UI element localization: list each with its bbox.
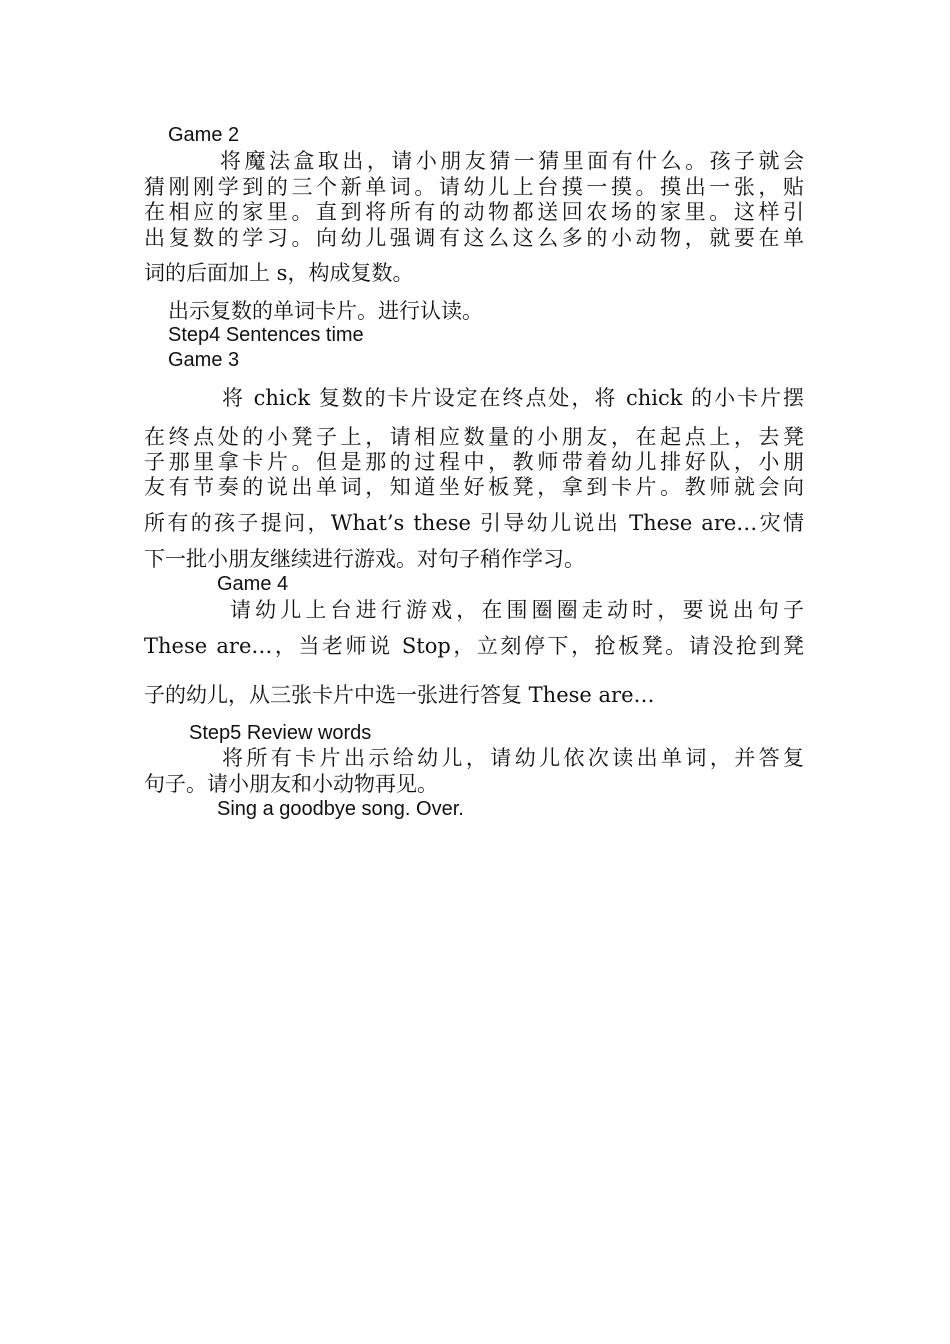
- heading-game-4: Game 4: [217, 573, 289, 595]
- paragraph-line: 在终点处的小凳子上，请相应数量的小朋友，在起点上，去凳: [144, 425, 804, 449]
- paragraph-line: 所有的孩子提问，What’s these 引导幼儿说出 These are…灾情: [144, 511, 804, 535]
- closing-line: Sing a goodbye song. Over.: [217, 798, 464, 820]
- paragraph-line: 词的后面加上 s，构成复数。: [144, 261, 414, 285]
- paragraph-line: 子那里拿卡片。但是那的过程中，教师带着幼儿排好队，小朋: [144, 450, 804, 474]
- heading-step5: Step5 Review words: [189, 722, 372, 744]
- heading-game-3: Game 3: [168, 349, 240, 371]
- paragraph-line: 出示复数的单词卡片。进行认读。: [168, 299, 483, 323]
- paragraph-line: 在相应的家里。直到将所有的动物都送回农场的家里。这样引: [144, 200, 804, 224]
- heading-game-2: Game 2: [168, 124, 240, 146]
- paragraph-line: These are…，当老师说 Stop，立刻停下，抢板凳。请没抢到凳: [144, 634, 804, 658]
- paragraph-line: 句子。请小朋友和小动物再见。: [144, 772, 438, 796]
- heading-step4: Step4 Sentences time: [168, 324, 364, 346]
- paragraph-line: 将魔法盒取出，请小朋友猜一猜里面有什么。孩子就会: [220, 149, 804, 173]
- paragraph-line: 将所有卡片出示给幼儿，请幼儿依次读出单词，并答复: [222, 746, 804, 770]
- paragraph-line: 子的幼儿，从三张卡片中选一张进行答复 These are…: [144, 683, 655, 707]
- paragraph-line: 将 chick 复数的卡片设定在终点处，将 chick 的小卡片摆: [222, 386, 804, 410]
- paragraph-line: 出复数的学习。向幼儿强调有这么这么多的小动物，就要在单: [144, 226, 804, 250]
- paragraph-line: 下一批小朋友继续进行游戏。对句子稍作学习。: [144, 547, 585, 571]
- paragraph-line: 友有节奏的说出单词，知道坐好板凳，拿到卡片。教师就会向: [144, 475, 804, 499]
- paragraph-line: 猜刚刚学到的三个新单词。请幼儿上台摸一摸。摸出一张，贴: [144, 175, 804, 199]
- paragraph-line: 请幼儿上台进行游戏，在围圈圈走动时，要说出句子: [230, 598, 804, 622]
